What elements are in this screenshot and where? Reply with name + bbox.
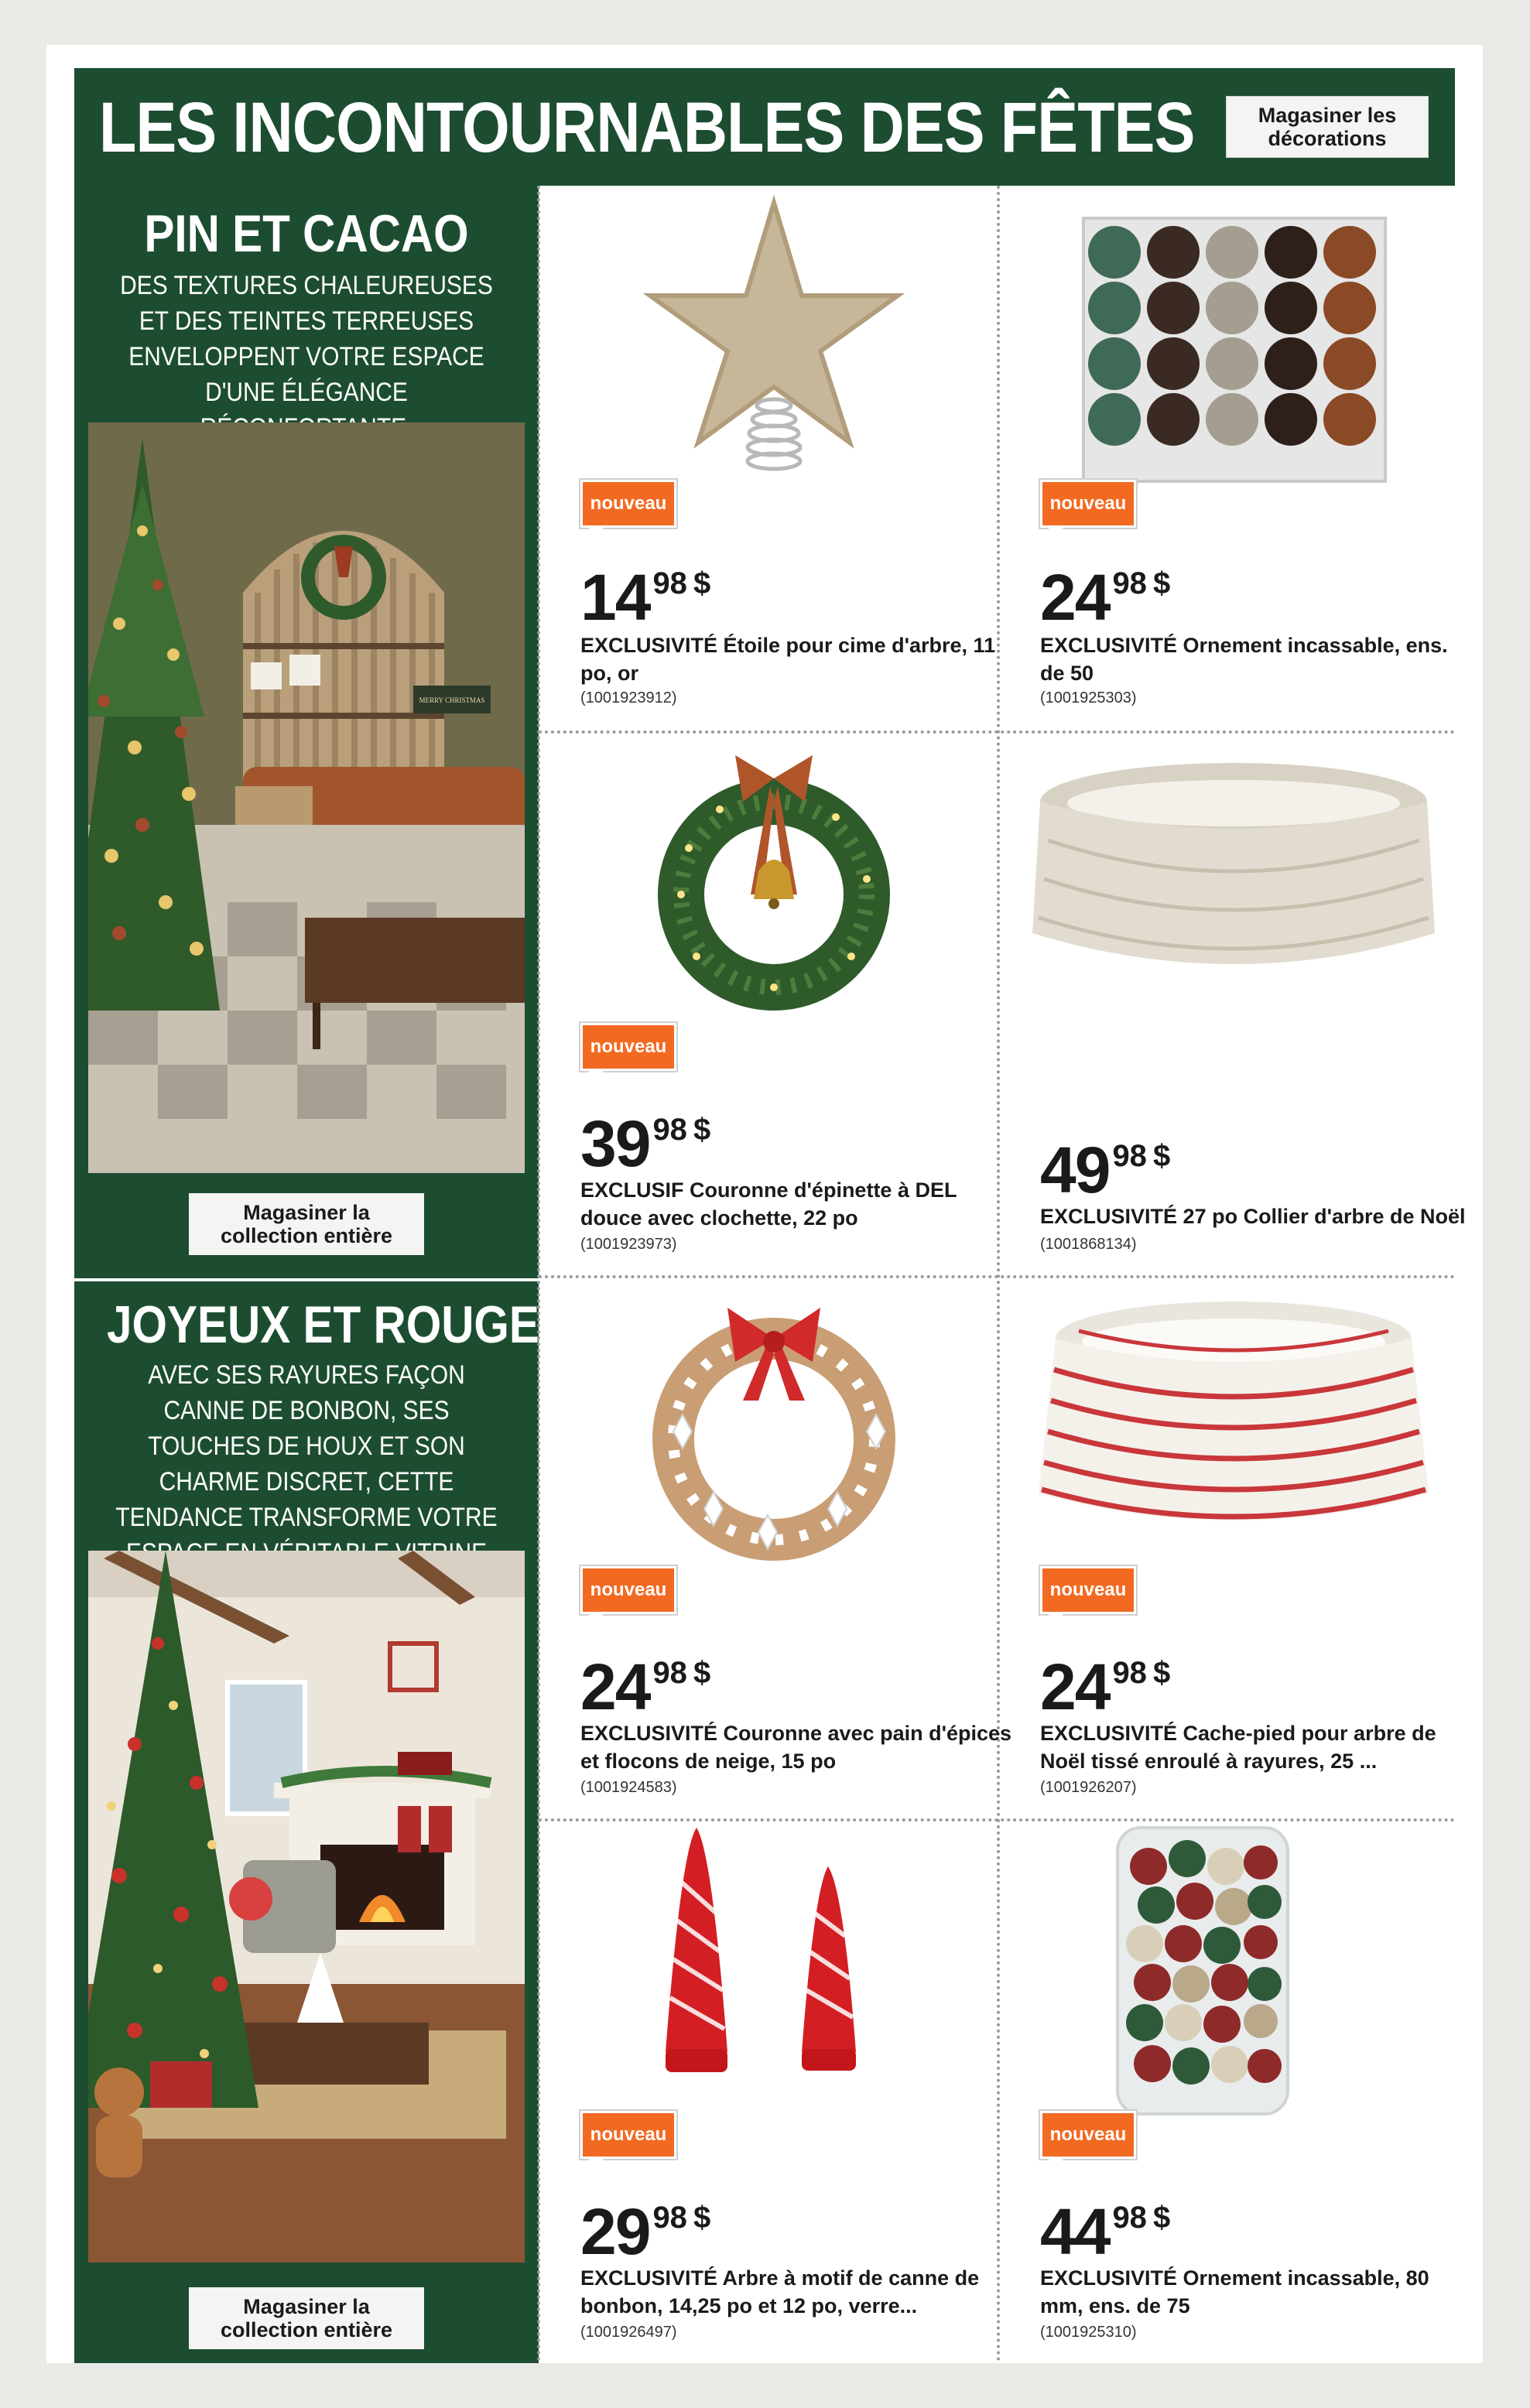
collection-description: AVEC SES RAYURES FAÇON CANNE DE BONBON, SES TOUCHES DE HOUX ET SON CHARME DISCRET, CETTE TENDANCE TRANSFORME VOTRE (115, 1360, 498, 1532)
shop-decorations-button[interactable]: Magasiner les décorations (1226, 96, 1429, 158)
price-currency: $ (1152, 2201, 1171, 2235)
product-name: Ornement incassable, ens. de 50 (1040, 634, 1448, 685)
collection-panel-joyeux-rouge (74, 1281, 539, 2363)
new-badge: nouveau (1040, 2111, 1136, 2159)
product-description[interactable] (1040, 2264, 1474, 2320)
divider (537, 186, 540, 2363)
new-badge: nouveau (580, 1023, 676, 1071)
collection-panel-pin-cacao (74, 186, 539, 1278)
product-card[interactable] (542, 187, 1000, 730)
product-prefix: EXCLUSIVITÉ (580, 2266, 718, 2290)
product-sku: (1001926497) (580, 2324, 677, 2341)
product-sku: (1001923973) (580, 1236, 677, 1253)
room-scene-image (88, 1551, 525, 2263)
price-currency: $ (693, 566, 711, 600)
product-card[interactable] (1001, 1277, 1460, 1820)
product-description[interactable] (580, 2264, 1014, 2320)
product-card[interactable] (542, 1277, 1012, 1820)
collection-description: DES TEXTURES CHALEUREUSES ET DES TEINTES TERREUSES ENVELOPPENT VOTRE ESPACE D'UNE ÉLÉGANCE (120, 271, 493, 407)
product-description[interactable] (1040, 631, 1474, 687)
product-sku: (1001925310) (1040, 2324, 1137, 2341)
product-name: Couronne d'épinette à DEL douce avec clochette, 22 po (580, 1178, 957, 1230)
product-name: 27 po Collier d'arbre de Noël (1183, 1205, 1466, 1228)
product-name: Étoile pour cime d'arbre, 11 po, or (580, 634, 996, 685)
product-card[interactable] (542, 732, 1000, 1275)
page-title: LES INCONTOURNABLES DES FÊTES (99, 88, 1195, 167)
price-dollars: 49 (1040, 1134, 1110, 1206)
product-prefix: EXCLUSIVITÉ (1040, 1722, 1178, 1745)
product-prefix: EXCLUSIF (580, 1178, 684, 1202)
price-cents: 98 (652, 1113, 687, 1147)
price-currency: $ (1152, 1656, 1171, 1690)
price-cents: 98 (1112, 2201, 1147, 2235)
collection-title: PIN ET CACAO (144, 204, 469, 263)
price-cents: 98 (1112, 566, 1147, 600)
new-badge: nouveau (580, 2111, 676, 2159)
price (580, 1650, 711, 1723)
tree-collar-knit-icon (1001, 732, 1460, 1088)
merry-christmas-sign: MERRY CHRISTMAS (419, 696, 485, 704)
product-card[interactable] (1001, 732, 1466, 1275)
product-sku: (1001924583) (580, 1779, 677, 1796)
price (1040, 1134, 1171, 1206)
price-dollars: 24 (1040, 1650, 1110, 1723)
price-dollars: 24 (580, 1650, 650, 1723)
price-currency: $ (1152, 566, 1171, 600)
new-badge: nouveau (580, 1566, 676, 1614)
flyer-page (46, 45, 1483, 2363)
price (580, 561, 711, 634)
product-description[interactable] (580, 631, 1014, 687)
new-badge: nouveau (1040, 1566, 1136, 1614)
product-sku: (1001923912) (580, 689, 677, 706)
price-dollars: 29 (580, 2195, 650, 2268)
product-prefix: EXCLUSIVITÉ (1040, 1205, 1178, 1228)
price-currency: $ (693, 1113, 711, 1147)
product-sku: (1001926207) (1040, 1779, 1137, 1796)
product-prefix: EXCLUSIVITÉ (580, 634, 718, 657)
product-description[interactable] (1040, 1202, 1474, 1230)
price-cents: 98 (1112, 1139, 1147, 1173)
product-sku: (1001868134) (1040, 1236, 1137, 1253)
price-cents: 98 (1112, 1656, 1147, 1690)
collection-title: JOYEUX ET ROUGE (107, 1295, 539, 1354)
product-name: Arbre à motif de canne de bonbon, 14,25 po et 12 po, verre... (580, 2266, 980, 2317)
product-name: Couronne avec pain d'épices et flocons de neige, 15 po (580, 1722, 1012, 1773)
price-dollars: 14 (580, 561, 650, 634)
product-description[interactable] (1040, 1719, 1474, 1775)
price (580, 2195, 711, 2268)
product-card[interactable] (1001, 1820, 1460, 2363)
product-prefix: EXCLUSIVITÉ (580, 1722, 718, 1745)
new-badge: nouveau (580, 480, 676, 528)
room-scene-image (88, 422, 525, 1173)
price-currency: $ (693, 2201, 711, 2235)
price (1040, 2195, 1171, 2268)
product-card[interactable] (542, 1820, 1000, 2363)
new-badge: nouveau (1040, 480, 1136, 528)
price (580, 1107, 711, 1180)
product-description[interactable] (580, 1719, 1014, 1775)
price (1040, 561, 1171, 634)
shop-collection-button-2[interactable]: Magasiner la collection entière (189, 2287, 424, 2349)
product-name: Ornement incassable, 80 mm, ens. de 75 (1040, 2266, 1429, 2317)
price-cents: 98 (652, 2201, 687, 2235)
product-card[interactable] (1001, 187, 1460, 730)
product-sku: (1001925303) (1040, 689, 1137, 706)
price-dollars: 44 (1040, 2195, 1110, 2268)
price-currency: $ (693, 1656, 711, 1690)
shop-collection-button-1[interactable]: Magasiner la collection entière (189, 1193, 424, 1255)
price (1040, 1650, 1171, 1723)
price-currency: $ (1152, 1139, 1171, 1173)
price-cents: 98 (652, 1656, 687, 1690)
price-dollars: 39 (580, 1107, 650, 1180)
product-description[interactable] (580, 1176, 1014, 1232)
price-cents: 98 (652, 566, 687, 600)
price-dollars: 24 (1040, 561, 1110, 634)
top-banner (74, 68, 1455, 186)
product-name: Cache-pied pour arbre de Noël tissé enroulé à rayures, 25 ... (1040, 1722, 1436, 1773)
product-prefix: EXCLUSIVITÉ (1040, 2266, 1178, 2290)
product-prefix: EXCLUSIVITÉ (1040, 634, 1178, 657)
